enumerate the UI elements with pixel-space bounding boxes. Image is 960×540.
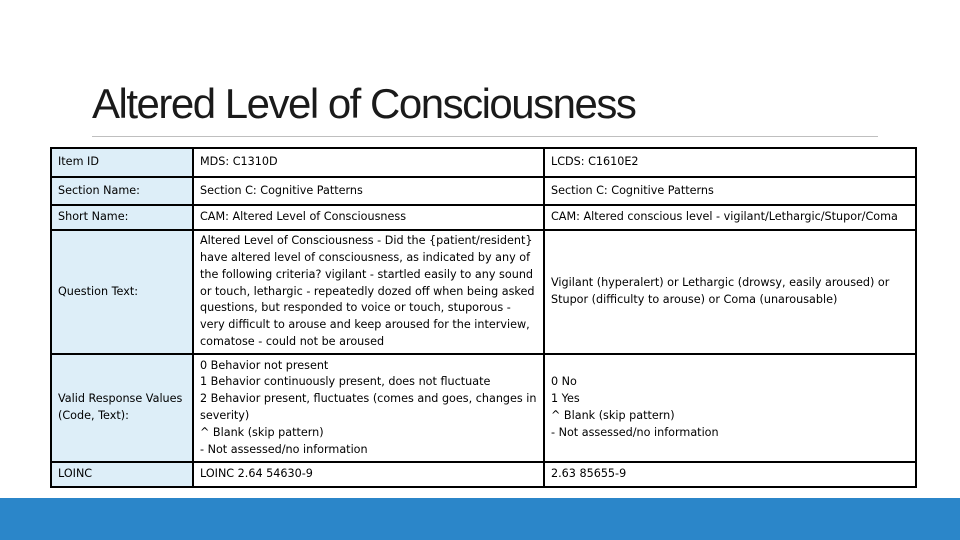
row-label: LOINC — [51, 462, 193, 487]
title-divider — [92, 136, 878, 137]
slide-title: Altered Level of Consciousness — [92, 80, 636, 127]
table-row-section-name — [51, 177, 916, 205]
mds-cell: 0 Behavior not present 1 Behavior continuously present, does not fluctuate 2 Behavior present, fluctuates (comes and goes, changes in severity) ^ Blank (skip pattern) - Not assessed/no information — [193, 354, 544, 462]
lcds-cell: 2.63 85655-9 — [544, 462, 916, 487]
table-row-loinc — [51, 462, 916, 487]
row-label: Section Name: — [51, 177, 193, 205]
lcds-cell: Vigilant (hyperalert) or Lethargic (drowsy, easily aroused) or Stupor (difficulty to arouse) or Coma (unarousable) — [544, 230, 916, 354]
mds-cell: Section C: Cognitive Patterns — [193, 177, 544, 205]
lcds-cell: Section C: Cognitive Patterns — [544, 177, 916, 205]
row-label: Valid Response Values (Code, Text): — [51, 354, 193, 462]
row-label: Item ID — [51, 148, 193, 177]
mds-cell: MDS: C1310D — [193, 148, 544, 177]
mds-cell: LOINC 2.64 54630-9 — [193, 462, 544, 487]
lcds-cell: LCDS: C1610E2 — [544, 148, 916, 177]
footer-band — [0, 498, 960, 540]
lcds-cell: CAM: Altered conscious level - vigilant/Lethargic/Stupor/Coma — [544, 205, 916, 230]
lcds-cell: 0 No 1 Yes ^ Blank (skip pattern) - Not assessed/no information — [544, 354, 916, 462]
row-label: Short Name: — [51, 205, 193, 230]
table-row-short-name — [51, 205, 916, 230]
mds-cell: CAM: Altered Level of Consciousness — [193, 205, 544, 230]
mds-cell: Altered Level of Consciousness - Did the {patient/resident} have altered level of consciousness, as indicated by any of the following criteria? vigilant - startled easily to any sound or touch, lethargic - repeatedly dozed off when being asked questions, but responded to voice or touch, stuporous - very difficult to arouse and keep aroused for the interview, comatose - could not be aroused — [193, 230, 544, 354]
table-row-question-text — [51, 230, 916, 354]
row-label: Question Text: — [51, 230, 193, 354]
comparison-table — [50, 147, 917, 488]
table-row-valid-responses — [51, 354, 916, 462]
table-row-item-id — [51, 148, 916, 177]
